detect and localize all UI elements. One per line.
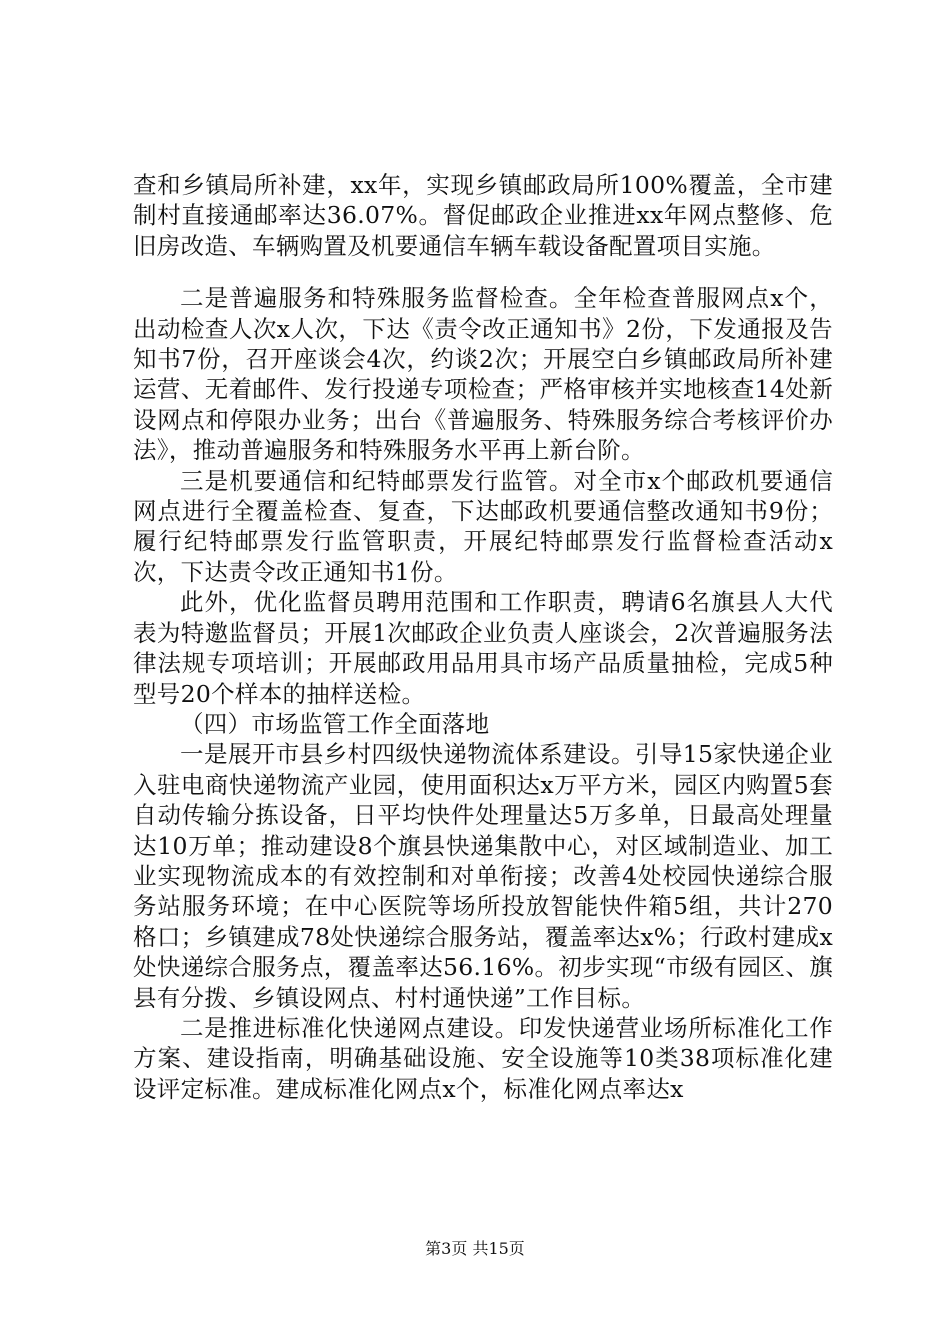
paragraph-additionally: 此外，优化监督员聘用范围和工作职责，聘请6名旗县人大代表为特邀监督员；开展1次邮政企业负责人座谈会，2次普遍服务法律法规专项培训；开展邮政用品用具市场产品质量抽检，完成5种型号20个样本的抽样送检。	[133, 588, 833, 708]
paragraph-continuation: 查和乡镇局所补建，xx年，实现乡镇邮政局所100%覆盖，全市建制村直接通邮率达36.07%。督促邮政企业推进xx年网点整修、危旧房改造、车辆购置及机要通信车辆车载设备配置项目实施。	[133, 171, 833, 260]
paragraph-confidential-mail: 三是机要通信和纪特邮票发行监管。对全市x个邮政机要通信网点进行全覆盖检查、复查，下达邮政机要通信整改通知书9份；履行纪特邮票发行监管职责，开展纪特邮票发行监督检查活动x次，下达责令改正通知书1份。	[133, 466, 833, 586]
paragraph-express-logistics: 一是展开市县乡村四级快递物流体系建设。引导15家快递企业入驻电商快递物流产业园，使用面积达x万平方米，园区内购置5套自动传输分拣设备，日平均快件处理量达5万多单，日最高处理量达10万单；推动建设8个旗县快递集散中心，对区域制造业、加工业实现物流成本的有效控制和对单衔接；改善4处校园快递综合服务站服务环境；在中心医院等场所投放智能快件箱5组，共计270格口；乡镇建成78处快递综合服务站，覆盖率达x%；行政村建成x处快递综合服务点，覆盖率达56.16%。初步实现“市级有园区、旗县有分拨、乡镇设网点、村村通快递”工作目标。	[133, 740, 833, 1012]
page-footer: 第3页 共15页	[425, 1239, 525, 1258]
paragraph-universal-service: 二是普遍服务和特殊服务监督检查。全年检查普服网点x个，出动检查人次x人次，下达《责令改正通知书》2份，下发通报及告知书7份，召开座谈会4次，约谈2次；开展空白乡镇邮政局所补建运营、无着邮件、发行投递专项检查；严格审核并实地核查14处新设网点和停限办业务；出台《普遍服务、特殊服务综合考核评价办法》，推动普遍服务和特殊服务水平再上新台阶。	[133, 284, 833, 465]
paragraph-standardization: 二是推进标准化快递网点建设。印发快递营业场所标准化工作方案、建设指南，明确基础设施、安全设施等10类38项标准化建设评定标准。建成标准化网点x个，标准化网点率达x	[133, 1013, 833, 1103]
document-body	[133, 170, 833, 1104]
section-heading-market-supervision: （四）市场监管工作全面落地	[180, 709, 490, 738]
